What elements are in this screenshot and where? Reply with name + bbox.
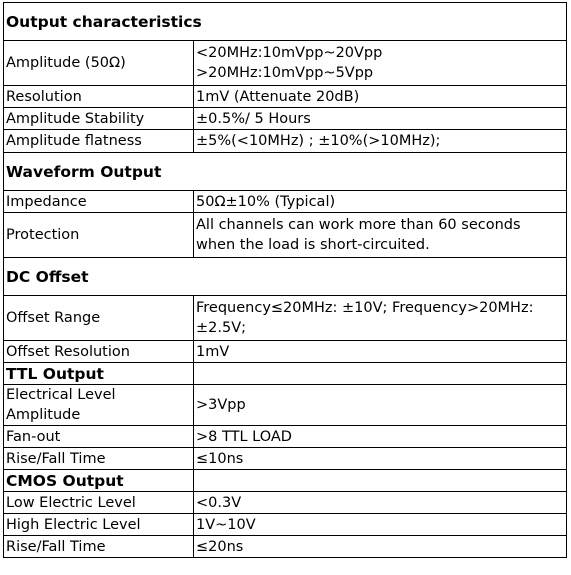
section-title: TTL Output — [4, 363, 194, 385]
row-value: Frequency≤20MHz: ±10V; Frequency>20MHz: ±2.5V; — [194, 296, 567, 341]
row-label: Amplitude (50Ω) — [4, 41, 194, 86]
table-row — [4, 426, 567, 448]
section-empty-cell — [194, 363, 567, 385]
table-row — [4, 448, 567, 470]
table-row — [4, 191, 567, 213]
row-value: 50Ω±10% (Typical) — [194, 191, 567, 213]
table-row — [4, 536, 567, 558]
row-value: <20MHz:10mVpp~20Vpp >20MHz:10mVpp~5Vpp — [194, 41, 567, 86]
section-row — [4, 470, 567, 492]
row-label: Amplitude Stability — [4, 108, 194, 130]
row-label: Electrical Level Amplitude — [4, 385, 194, 426]
table-row — [4, 41, 567, 86]
table-row — [4, 341, 567, 363]
row-label: Low Electric Level — [4, 492, 194, 514]
table-row — [4, 296, 567, 341]
table-row — [4, 86, 567, 108]
row-label: Impedance — [4, 191, 194, 213]
row-value: 1V~10V — [194, 514, 567, 536]
row-label: Rise/Fall Time — [4, 536, 194, 558]
section-title: Output characteristics — [4, 3, 567, 41]
row-label: Amplitude flatness — [4, 130, 194, 153]
row-value: 1mV — [194, 341, 567, 363]
section-row — [4, 258, 567, 296]
table-row — [4, 213, 567, 258]
row-value: ±5%(<10MHz) ; ±10%(>10MHz); — [194, 130, 567, 153]
row-value: <0.3V — [194, 492, 567, 514]
section-title: DC Offset — [4, 258, 567, 296]
table-row — [4, 385, 567, 426]
table-row — [4, 130, 567, 153]
row-value: 1mV (Attenuate 20dB) — [194, 86, 567, 108]
row-value: ≤20ns — [194, 536, 567, 558]
row-label: High Electric Level — [4, 514, 194, 536]
row-label: Rise/Fall Time — [4, 448, 194, 470]
section-empty-cell — [194, 470, 567, 492]
row-value: All channels can work more than 60 seconds when the load is short-circuited. — [194, 213, 567, 258]
section-title: Waveform Output — [4, 153, 567, 191]
spec-table — [3, 2, 567, 558]
row-label: Offset Resolution — [4, 341, 194, 363]
row-label: Protection — [4, 213, 194, 258]
row-label: Offset Range — [4, 296, 194, 341]
section-title: CMOS Output — [4, 470, 194, 492]
section-row — [4, 363, 567, 385]
section-row — [4, 153, 567, 191]
row-value: ≤10ns — [194, 448, 567, 470]
row-label: Resolution — [4, 86, 194, 108]
table-row — [4, 108, 567, 130]
section-row — [4, 3, 567, 41]
table-row — [4, 492, 567, 514]
row-value: >3Vpp — [194, 385, 567, 426]
row-label: Fan-out — [4, 426, 194, 448]
row-value: ±0.5%/ 5 Hours — [194, 108, 567, 130]
table-row — [4, 514, 567, 536]
row-value: >8 TTL LOAD — [194, 426, 567, 448]
